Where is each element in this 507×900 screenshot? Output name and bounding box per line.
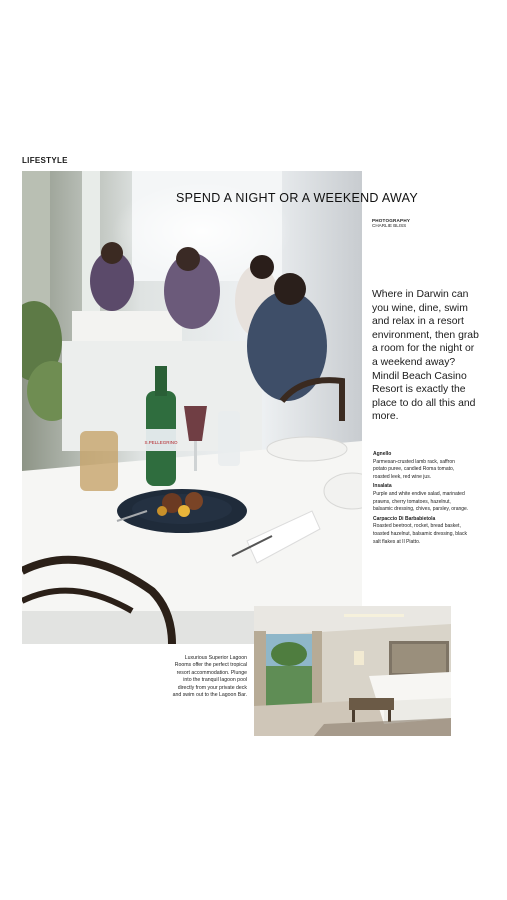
menu-item-description: Parmesan-crusted lamb rack, saffron potato puree, candied Roma tomato, roasted leek, red wine jus. <box>373 458 455 480</box>
menu-list <box>373 449 469 546</box>
restaurant-photo <box>22 171 362 644</box>
menu-item-description: Roasted beetroot, rocket, bread basket, toasted hazelnut, balsamic dressing, black salt flakes at Il Piatto. <box>373 523 467 545</box>
article-headline: SPEND A NIGHT OR A WEEKEND AWAY <box>176 191 418 205</box>
menu-item-name: Carpaccio Di Barbabietola <box>373 515 436 522</box>
menu-item-name: Agnello <box>373 451 392 457</box>
credit-name: CHARLIE BLISS <box>372 223 407 229</box>
credit-role: PHOTOGRAPHY <box>372 218 411 223</box>
room-photo-caption: Luxurious Superior Lagoon Rooms offer the perfect tropical resort accommodation. Plunge into the tranquil lagoon pool directly from your private deck and swim out to the Lagoon Bar. <box>172 655 247 699</box>
menu-item-description: Purple and white endive salad, marinated prawns, cherry tomatoes, hazelnut, balsamic dressing, chives, parsley, orange. <box>373 490 469 513</box>
hotel-room-photo <box>254 606 451 736</box>
article-intro: Where in Darwin can you wine, dine, swim and relax in a resort environment, then grab a room for the night or a weekend away? Mindil Beach Casino Resort is exactly the place to do all this and more. <box>372 289 479 423</box>
photo-credit <box>372 218 410 229</box>
bottle-label: S.PELLEGRINO <box>144 440 178 445</box>
section-label: LIFESTYLE <box>22 156 68 165</box>
menu-item-name: Insalata <box>373 483 392 490</box>
